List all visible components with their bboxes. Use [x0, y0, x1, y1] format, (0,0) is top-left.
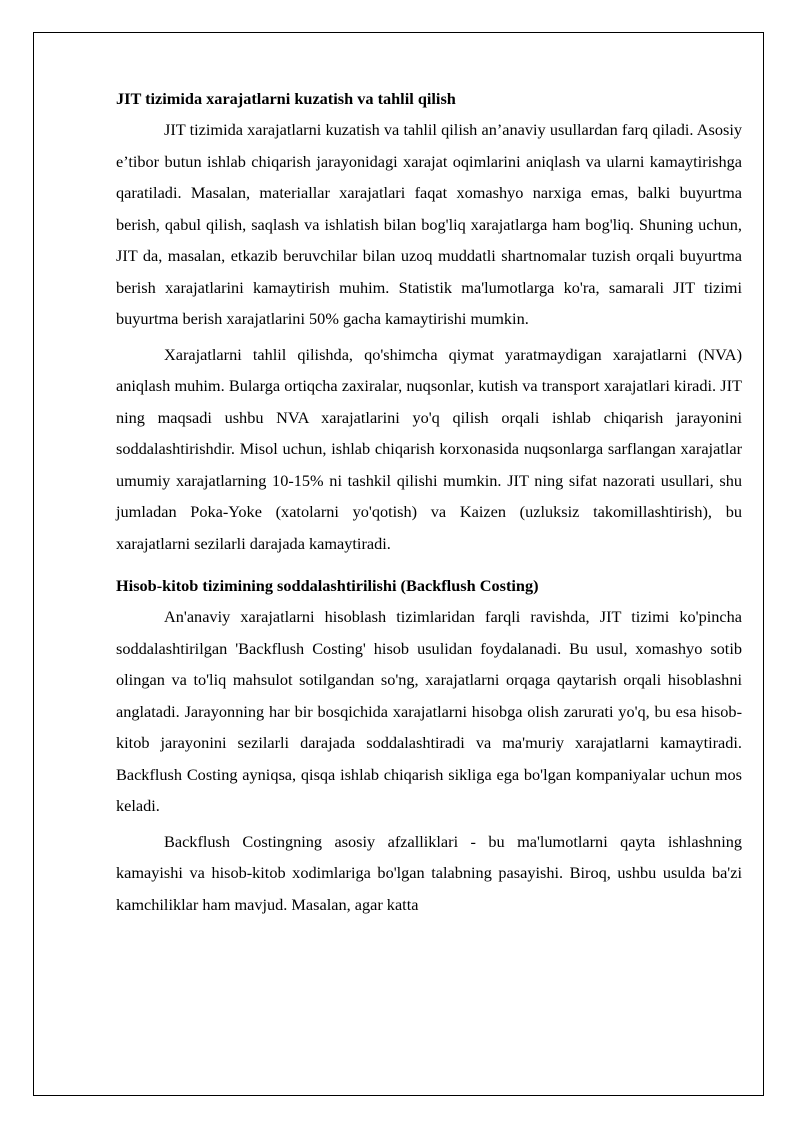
- section-heading-jit-costs: JIT tizimida xarajatlarni kuzatish va tahlil qilish: [116, 89, 456, 108]
- paragraph: Backflush Costingning asosiy afzalliklari - bu ma'lumotlarni qayta ishlashning kamayishi va hisob-kitob xodimlariga bo'lgan talabning pasayishi. Biroq, ushbu usulda ba'zi kamchiliklar ham mavjud. Masalan, agar katta: [116, 831, 742, 914]
- paragraph: An'anaviy xarajatlarni hisoblash tizimlaridan farqli ravishda, JIT tizimi ko'pincha soddalashtirilgan 'Backflush Costing' hisob usulidan foydalanadi. Bu usul, xomashyo sotib olingan va to'liq mahsulot sotilgandan so'ng, xarajatlarni orqaga qaytarish orqali hisoblashni anglatadi. Jarayonning har bir bosqichida xarajatlarni hisobga olish zarurati yo'q, bu esa hisob-kitob jarayonini sezilarli darajada soddalashtiradi va ma'muriy xarajatlarni kamaytiradi. Backflush Costing ayniqsa, qisqa ishlab chiqarish sikliga ega bo'lgan kompaniyalar uchun mos keladi.: [116, 607, 742, 815]
- document-body: [116, 86, 742, 920]
- paragraph: JIT tizimida xarajatlarni kuzatish va tahlil qilish an’anaviy usullardan farq qiladi. Asosiy e’tibor butun ishlab chiqarish jarayonidagi xarajat oqimlarini aniqlash va ularni kamaytirishga qaratiladi. Masalan, materiallar xarajatlari faqat xomashyo narxiga emas, balki buyurtma berish, qabul qilish, saqlash va ishlatish bilan bog'liq xarajatlarga ham bog'liq. Shuning uchun, JIT da, masalan, etkazib beruvchilar bilan uzoq muddatli shartnomalar tuzish orqali buyurtma berish xarajatlarini kamaytirish muhim. Statistik ma'lumotlarga ko'ra, samarali JIT tizimi buyurtma berish xarajatlarini 50% gacha kamaytirishi mumkin.: [116, 120, 742, 328]
- section-heading-backflush: Hisob-kitob tizimining soddalashtirilishi (Backflush Costing): [116, 576, 539, 595]
- paragraph: Xarajatlarni tahlil qilishda, qo'shimcha qiymat yaratmaydigan xarajatlarni (NVA) aniqlash muhim. Bularga ortiqcha zaxiralar, nuqsonlar, kutish va transport xarajatlari kiradi. JIT ning maqsadi ushbu NVA xarajatlarini yo'q qilish orqali ishlab chiqarish jarayonini soddalashtirishdir. Misol uchun, ishlab chiqarish korxonasida nuqsonlarga sarflangan xarajatlar umumiy xarajatlarning 10-15% ni tashkil qilishi mumkin. JIT ning sifat nazorati usullari, shu jumladan Poka-Yoke (xatolarni yo'qotish) va Kaizen (uzluksiz takomillashtirish), bu xarajatlarni sezilarli darajada kamaytiradi.: [116, 344, 742, 553]
